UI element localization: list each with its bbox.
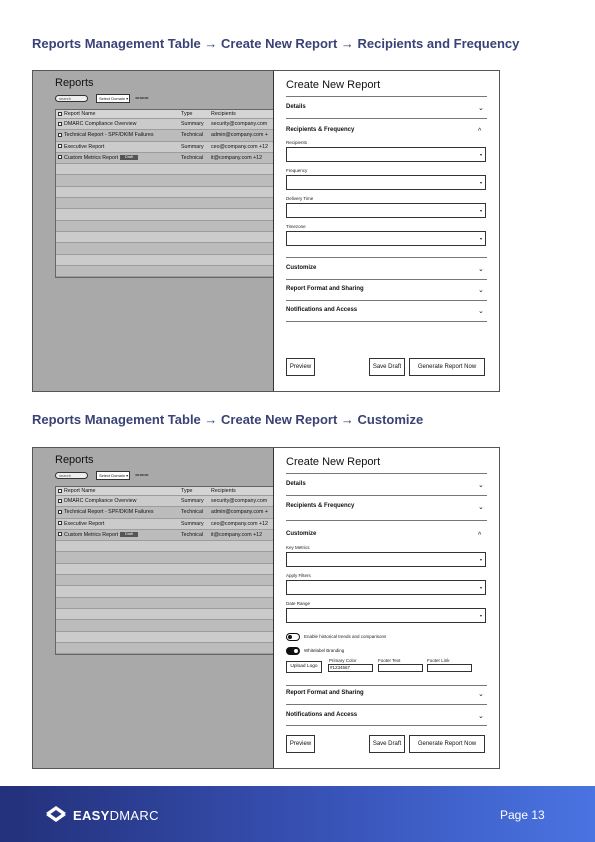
chevron-up-icon[interactable]: ^: [478, 532, 482, 539]
report-name: DMARC Compliance Overview: [64, 121, 137, 127]
upload-logo-button[interactable]: Upload Logo: [286, 661, 322, 673]
footer-text-label: Footer Text: [378, 658, 401, 663]
date-range-label: Date Range: [286, 601, 311, 606]
report-type: Summary: [181, 121, 204, 127]
empty-row: [56, 232, 278, 243]
trends-toggle[interactable]: [286, 633, 300, 641]
section-format-sharing[interactable]: Report Format and Sharing: [286, 690, 364, 696]
report-type: Technical: [181, 509, 204, 516]
domain-select[interactable]: Select Domain ▾: [96, 471, 130, 480]
report-recipients: ceo@company.com +12: [211, 143, 268, 150]
page-footer: [0, 786, 595, 842]
row-checkbox[interactable]: [58, 155, 62, 159]
table-row[interactable]: [56, 130, 278, 141]
footer-link-label: Footer Link: [427, 658, 450, 663]
key-metrics-label: Key Metrics: [286, 545, 310, 550]
create-report-panel: [273, 447, 500, 769]
divider: [286, 704, 487, 705]
column-header-type: Type: [181, 488, 193, 494]
date-range-select[interactable]: [286, 608, 486, 623]
divider: [286, 725, 487, 726]
row-checkbox[interactable]: [58, 133, 62, 137]
chevron-down-icon[interactable]: ⌄: [478, 105, 484, 112]
report-recipients: admin@company.com +: [211, 132, 268, 139]
section-notifications-access[interactable]: Notifications and Access: [286, 307, 358, 313]
empty-row: [56, 620, 278, 631]
select-all-checkbox[interactable]: [58, 112, 62, 116]
page-number: Page 13: [500, 808, 545, 822]
report-name: DMARC Compliance Overview: [64, 498, 137, 504]
report-recipients: admin@company.com +: [211, 509, 268, 516]
column-header-recipients: Recipients: [211, 111, 236, 117]
generate-report-button[interactable]: Generate Report Now: [409, 735, 485, 753]
primary-color-input[interactable]: #1234567: [328, 664, 373, 672]
dropdown-arrow-icon: ▾: [479, 152, 482, 157]
dropdown-arrow-icon: ▾: [479, 613, 482, 618]
whitelabel-toggle-label: Whitelabel Branding: [304, 648, 345, 653]
footer-link-input[interactable]: [427, 664, 472, 672]
chevron-down-icon[interactable]: ⌄: [478, 287, 484, 294]
divider: [286, 118, 487, 119]
table-row[interactable]: [56, 153, 278, 164]
table-header: [56, 487, 278, 496]
table-row[interactable]: [56, 496, 278, 507]
empty-row: [56, 164, 278, 175]
chevron-down-icon[interactable]: ⌄: [478, 308, 484, 315]
whitelabel-toggle[interactable]: [286, 647, 300, 655]
report-recipients: ceo@company.com +12: [211, 520, 268, 527]
report-recipients: security@company.com: [211, 121, 268, 127]
chevron-down-icon[interactable]: ⌄: [478, 713, 484, 720]
chevron-down-icon[interactable]: ⌄: [478, 482, 484, 489]
chevron-down-icon[interactable]: ⌄: [478, 266, 484, 273]
report-type: Technical: [181, 154, 204, 161]
report-name: Custom Metrics Report: [64, 154, 119, 161]
report-type: Technical: [181, 132, 204, 139]
reports-table: [55, 486, 279, 655]
empty-row: [56, 575, 278, 586]
section-customize[interactable]: Customize: [286, 531, 317, 537]
section-recipients-frequency[interactable]: Recipients & Frequency: [286, 127, 355, 133]
delivery-time-select[interactable]: [286, 203, 486, 218]
divider: [286, 300, 487, 301]
timezone-label: Timezone: [286, 224, 306, 229]
reports-table: [55, 109, 279, 278]
apply-filters-select[interactable]: [286, 580, 486, 595]
brand-name-bold: EASY: [73, 808, 110, 823]
row-checkbox[interactable]: [58, 144, 62, 148]
empty-row: [56, 598, 278, 609]
primary-color-label: Primary Color: [329, 658, 357, 663]
mockup-customize: [32, 447, 500, 769]
chevron-down-icon[interactable]: ⌄: [478, 691, 484, 698]
table-row[interactable]: [56, 142, 278, 153]
preview-button[interactable]: Preview: [286, 358, 315, 376]
filter-icon[interactable]: ⩶: [135, 470, 149, 479]
key-metrics-select[interactable]: [286, 552, 486, 567]
empty-row: [56, 175, 278, 186]
reports-title: Reports: [55, 77, 94, 89]
empty-row: [56, 209, 278, 220]
divider: [286, 473, 487, 474]
recipients-select[interactable]: [286, 147, 486, 162]
row-checkbox[interactable]: [58, 122, 62, 126]
filter-icon[interactable]: ⩶: [135, 93, 149, 102]
empty-row: [56, 187, 278, 198]
panel-title: Create New Report: [286, 79, 381, 91]
table-row[interactable]: [56, 530, 278, 541]
empty-row: [56, 255, 278, 266]
divider: [286, 520, 487, 521]
draft-badge: Draft: [120, 532, 138, 537]
empty-row: [56, 552, 278, 563]
divider: [286, 685, 487, 686]
search-input[interactable]: search: [55, 95, 88, 102]
divider: [286, 96, 487, 97]
generate-report-button[interactable]: Generate Report Now: [409, 358, 485, 376]
empty-row: [56, 564, 278, 575]
dropdown-arrow-icon: ▾: [479, 557, 482, 562]
row-checkbox[interactable]: [58, 532, 62, 536]
table-header: [56, 110, 278, 119]
draft-badge: Draft: [120, 155, 138, 160]
empty-row: [56, 221, 278, 232]
section-details[interactable]: Details: [286, 481, 306, 487]
panel-title: Create New Report: [286, 456, 381, 468]
report-name: Technical Report - SPF/DKIM Failures: [64, 132, 154, 139]
search-input[interactable]: search: [55, 472, 88, 479]
create-report-panel: [273, 70, 500, 392]
report-type: Summary: [181, 143, 204, 150]
frequency-label: Frequency: [286, 168, 308, 173]
row-checkbox[interactable]: [58, 499, 62, 503]
brand-name: [73, 808, 159, 823]
empty-row: [56, 632, 278, 643]
empty-row: [56, 198, 278, 209]
table-row[interactable]: [56, 119, 278, 130]
divider: [286, 257, 487, 258]
section-customize[interactable]: Customize: [286, 265, 317, 271]
dropdown-arrow-icon: ▾: [479, 180, 482, 185]
report-recipients: it@company.com +12: [211, 531, 263, 538]
footer-text-input[interactable]: [378, 664, 423, 672]
delivery-time-label: Delivery Time: [286, 196, 314, 201]
chevron-up-icon[interactable]: ^: [478, 128, 482, 135]
report-name: Executive Report: [64, 143, 105, 150]
section-heading-customize: Reports Management Table → Create New Report → Customize: [32, 412, 424, 427]
report-name: Executive Report: [64, 520, 105, 527]
section-details[interactable]: Details: [286, 104, 306, 110]
easydmarc-logo-icon: [45, 805, 67, 823]
column-header-name: Report Name: [64, 488, 96, 494]
empty-row: [56, 609, 278, 620]
dropdown-arrow-icon: ▾: [479, 585, 482, 590]
domain-select[interactable]: Select Domain ▾: [96, 94, 130, 103]
divider: [286, 279, 487, 280]
divider: [286, 321, 487, 322]
section-format-sharing[interactable]: Report Format and Sharing: [286, 286, 364, 292]
chevron-down-icon[interactable]: ⌄: [478, 504, 484, 511]
section-notifications-access[interactable]: Notifications and Access: [286, 712, 358, 718]
trends-toggle-label: Enable historical trends and comparisons: [304, 634, 387, 639]
section-heading-recipients: Reports Management Table → Create New Report → Recipients and Frequency: [32, 36, 520, 51]
apply-filters-label: Apply Filters: [286, 573, 311, 578]
reports-title: Reports: [55, 454, 94, 466]
select-all-checkbox[interactable]: [58, 489, 62, 493]
brand-name-rest: DMARC: [109, 808, 159, 823]
divider: [286, 495, 487, 496]
dropdown-arrow-icon: ▾: [479, 236, 482, 241]
table-row[interactable]: [56, 507, 278, 518]
report-recipients: it@company.com +12: [211, 154, 263, 161]
empty-row: [56, 643, 278, 654]
dropdown-arrow-icon: ▾: [479, 208, 482, 213]
table-row[interactable]: [56, 519, 278, 530]
timezone-select[interactable]: [286, 231, 486, 246]
report-name: Technical Report - SPF/DKIM Failures: [64, 509, 154, 516]
row-checkbox[interactable]: [58, 521, 62, 525]
empty-row: [56, 243, 278, 254]
report-type: Technical: [181, 531, 204, 538]
report-recipients: security@company.com: [211, 498, 268, 504]
report-type: Summary: [181, 498, 204, 504]
report-type: Summary: [181, 520, 204, 527]
row-checkbox[interactable]: [58, 510, 62, 514]
column-header-recipients: Recipients: [211, 488, 236, 494]
empty-row: [56, 586, 278, 597]
frequency-select[interactable]: [286, 175, 486, 190]
empty-row: [56, 541, 278, 552]
save-draft-button[interactable]: Save Draft: [369, 358, 405, 376]
column-header-name: Report Name: [64, 111, 96, 117]
mockup-recipients-frequency: [32, 70, 500, 392]
column-header-type: Type: [181, 111, 193, 117]
section-recipients-frequency[interactable]: Recipients & Frequency: [286, 503, 355, 509]
recipients-label: Recipients: [286, 140, 308, 145]
save-draft-button[interactable]: Save Draft: [369, 735, 405, 753]
empty-row: [56, 266, 278, 277]
report-name: Custom Metrics Report: [64, 531, 119, 538]
preview-button[interactable]: Preview: [286, 735, 315, 753]
